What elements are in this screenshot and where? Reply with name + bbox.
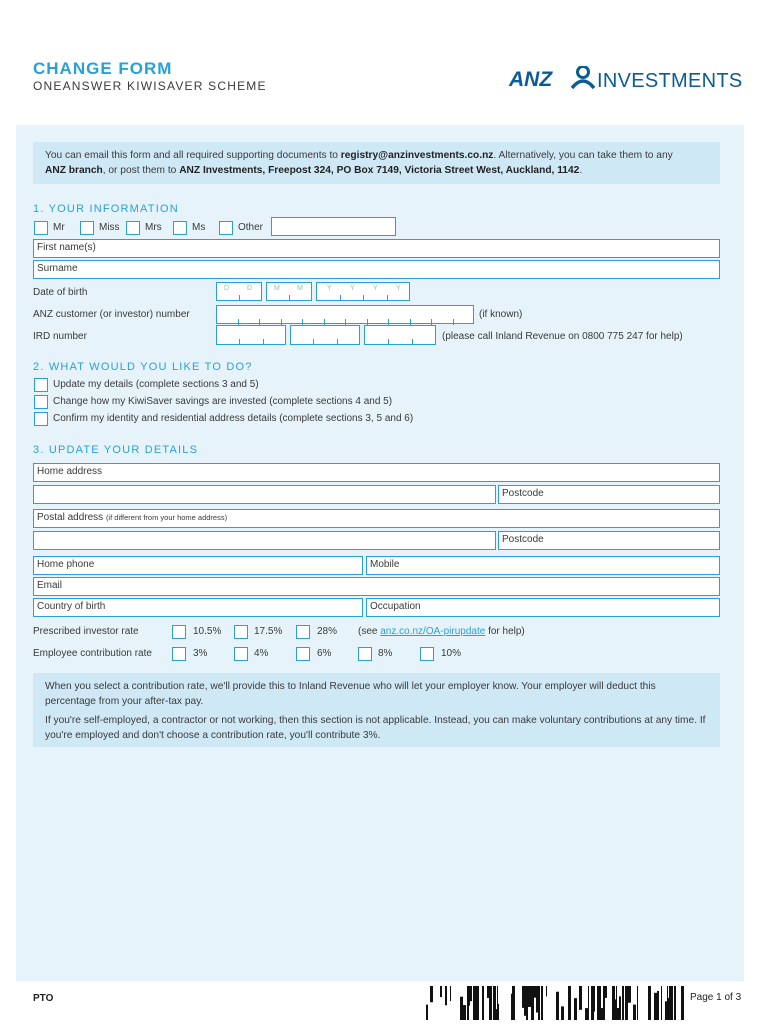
customer-number-note: (if known) — [479, 309, 523, 320]
digit-separator — [431, 319, 432, 325]
postal-address-text: ANZ Investments, Freepost 324, PO Box 7149, Victoria Street West, Auckland, 1142 — [179, 165, 580, 176]
section-1-heading: 1. YOUR INFORMATION — [33, 203, 179, 215]
digit-separator — [345, 319, 346, 325]
ird-part-2-field[interactable] — [290, 325, 360, 345]
anz-investments-logo — [509, 66, 743, 96]
digit-separator — [289, 295, 290, 301]
title-other-checkbox[interactable] — [219, 221, 233, 235]
dob-placeholder: D — [247, 285, 253, 292]
contrib-4-checkbox[interactable] — [234, 647, 248, 661]
pir-note-prefix: (see — [358, 626, 381, 637]
digit-separator — [302, 319, 303, 325]
intro-text-4: . — [579, 165, 583, 176]
contribution-rate-label: Employee contribution rate — [33, 648, 152, 659]
customer-number-label: ANZ customer (or investor) number — [33, 309, 190, 320]
ird-part-3-field[interactable] — [364, 325, 436, 345]
dob-placeholder: Y — [350, 285, 355, 292]
pir-10-5-label: 10.5% — [193, 626, 222, 637]
contrib-4-label: 4% — [254, 648, 269, 659]
postal-address-line-2[interactable] — [33, 531, 496, 550]
digit-separator — [337, 339, 338, 345]
intro-text-3: , or post them to — [102, 165, 180, 176]
digit-separator — [239, 295, 240, 301]
postal-postcode-field[interactable]: Postcode — [498, 531, 720, 550]
logo-investments-text: INVESTMENTS — [597, 70, 743, 92]
anz-branch-text: ANZ branch — [45, 165, 103, 176]
dob-placeholder: D — [224, 285, 230, 292]
home-phone-field[interactable]: Home phone — [33, 556, 363, 575]
contribution-note-box — [33, 673, 720, 747]
first-names-field[interactable]: First name(s) — [33, 239, 720, 258]
section-3-heading: 3. UPDATE YOUR DETAILS — [33, 444, 199, 456]
home-address-field[interactable]: Home address — [33, 463, 720, 482]
postal-address-note: (if different from your home address) — [105, 513, 228, 522]
logo-people-icon — [569, 66, 597, 92]
option-update-details-label: Update my details (complete sections 3 and 5) — [53, 379, 259, 390]
form-subtitle: ONEANSWER KIWISAVER SCHEME — [33, 79, 267, 93]
dob-placeholder: Y — [327, 285, 332, 292]
home-address-line-2[interactable] — [33, 485, 496, 504]
contrib-8-checkbox[interactable] — [358, 647, 372, 661]
option-confirm-identity-checkbox[interactable] — [34, 412, 48, 426]
mobile-field[interactable]: Mobile — [366, 556, 720, 575]
ird-note: (please call Inland Revenue on 0800 775 247 for help) — [442, 331, 683, 342]
postal-address-field[interactable] — [33, 509, 720, 528]
pir-28-checkbox[interactable] — [296, 625, 310, 639]
digit-separator — [324, 319, 325, 325]
dob-placeholder: Y — [373, 285, 378, 292]
title-other-label: Other — [238, 222, 264, 233]
home-postcode-field[interactable]: Postcode — [498, 485, 720, 504]
pir-17-5-label: 17.5% — [254, 626, 283, 637]
pir-update-link[interactable]: anz.co.nz/OA-pirupdate — [380, 626, 486, 637]
title-mr-checkbox[interactable] — [34, 221, 48, 235]
title-mrs-checkbox[interactable] — [126, 221, 140, 235]
contribution-note-1: When you select a contribution rate, we'll provide this to Inland Revenue who will let your employer know. Your employer will deduct this percentage from your after-tax pay. — [45, 681, 656, 707]
intro-text-1: You can email this form and all required supporting documents to — [45, 150, 341, 161]
digit-separator — [263, 339, 264, 345]
section-2-heading: 2. WHAT WOULD YOU LIKE TO DO? — [33, 361, 253, 373]
digit-separator — [281, 319, 282, 325]
digit-separator — [313, 339, 314, 345]
option-change-investment-label: Change how my KiwiSaver savings are invested (complete sections 4 and 5) — [53, 396, 393, 407]
contrib-3-label: 3% — [193, 648, 208, 659]
logo-anz-text: ANZ — [509, 68, 553, 91]
digit-separator — [259, 319, 260, 325]
digit-separator — [388, 339, 389, 345]
pir-label: Prescribed investor rate — [33, 626, 139, 637]
digit-separator — [388, 319, 389, 325]
form-title: CHANGE FORM — [33, 59, 173, 78]
registry-email: registry@anzinvestments.co.nz — [340, 150, 494, 161]
title-miss-label: Miss — [99, 222, 120, 233]
dob-placeholder: Y — [396, 285, 401, 292]
title-mrs-label: Mrs — [145, 222, 162, 233]
digit-separator — [453, 319, 454, 325]
contrib-3-checkbox[interactable] — [172, 647, 186, 661]
contrib-10-label: 10% — [441, 648, 462, 659]
email-field[interactable]: Email — [33, 577, 720, 596]
digit-separator — [412, 339, 413, 345]
option-change-investment-checkbox[interactable] — [34, 395, 48, 409]
digit-separator — [410, 319, 411, 325]
contrib-8-label: 8% — [378, 648, 393, 659]
contrib-6-label: 6% — [317, 648, 332, 659]
digit-separator — [239, 339, 240, 345]
title-ms-label: Ms — [192, 222, 206, 233]
pir-help-note — [358, 626, 525, 637]
digit-separator — [238, 319, 239, 325]
pir-10-5-checkbox[interactable] — [172, 625, 186, 639]
option-confirm-identity-label: Confirm my identity and residential address details (complete sections 3, 5 and 6) — [53, 413, 414, 424]
option-update-details-checkbox[interactable] — [34, 378, 48, 392]
title-mr-label: Mr — [53, 222, 65, 233]
intro-infobox — [33, 142, 720, 184]
surname-field[interactable]: Surname — [33, 260, 720, 279]
dob-placeholder: M — [297, 285, 303, 292]
contrib-10-checkbox[interactable] — [420, 647, 434, 661]
digit-separator — [340, 295, 341, 301]
ird-part-1-field[interactable] — [216, 325, 286, 345]
pir-17-5-checkbox[interactable] — [234, 625, 248, 639]
pir-note-suffix: for help) — [485, 626, 525, 637]
country-of-birth-field[interactable]: Country of birth — [33, 598, 363, 617]
contribution-note-2: If you're self-employed, a contractor or not working, then this section is not applicable. Instead, you can make voluntary contributions at any time. If you're employed and don't choose a contribution rate, you'll contribute 3%. — [45, 715, 706, 741]
barcode-icon — [426, 986, 684, 1020]
contrib-6-checkbox[interactable] — [296, 647, 310, 661]
pir-28-label: 28% — [317, 626, 338, 637]
title-ms-checkbox[interactable] — [173, 221, 187, 235]
digit-separator — [367, 319, 368, 325]
pto-label: PTO — [33, 993, 54, 1004]
ird-number-label: IRD number — [33, 331, 87, 342]
digit-separator — [387, 295, 388, 301]
dob-label: Date of birth — [33, 287, 88, 298]
page-number: Page 1 of 3 — [690, 992, 742, 1003]
dob-placeholder: M — [274, 285, 280, 292]
title-miss-checkbox[interactable] — [80, 221, 94, 235]
digit-separator — [363, 295, 364, 301]
intro-text-2: . Alternatively, you can take them to any — [493, 150, 673, 161]
occupation-field[interactable]: Occupation — [366, 598, 720, 617]
postal-address-label: Postal address — [37, 512, 104, 523]
title-other-input[interactable] — [271, 217, 396, 236]
